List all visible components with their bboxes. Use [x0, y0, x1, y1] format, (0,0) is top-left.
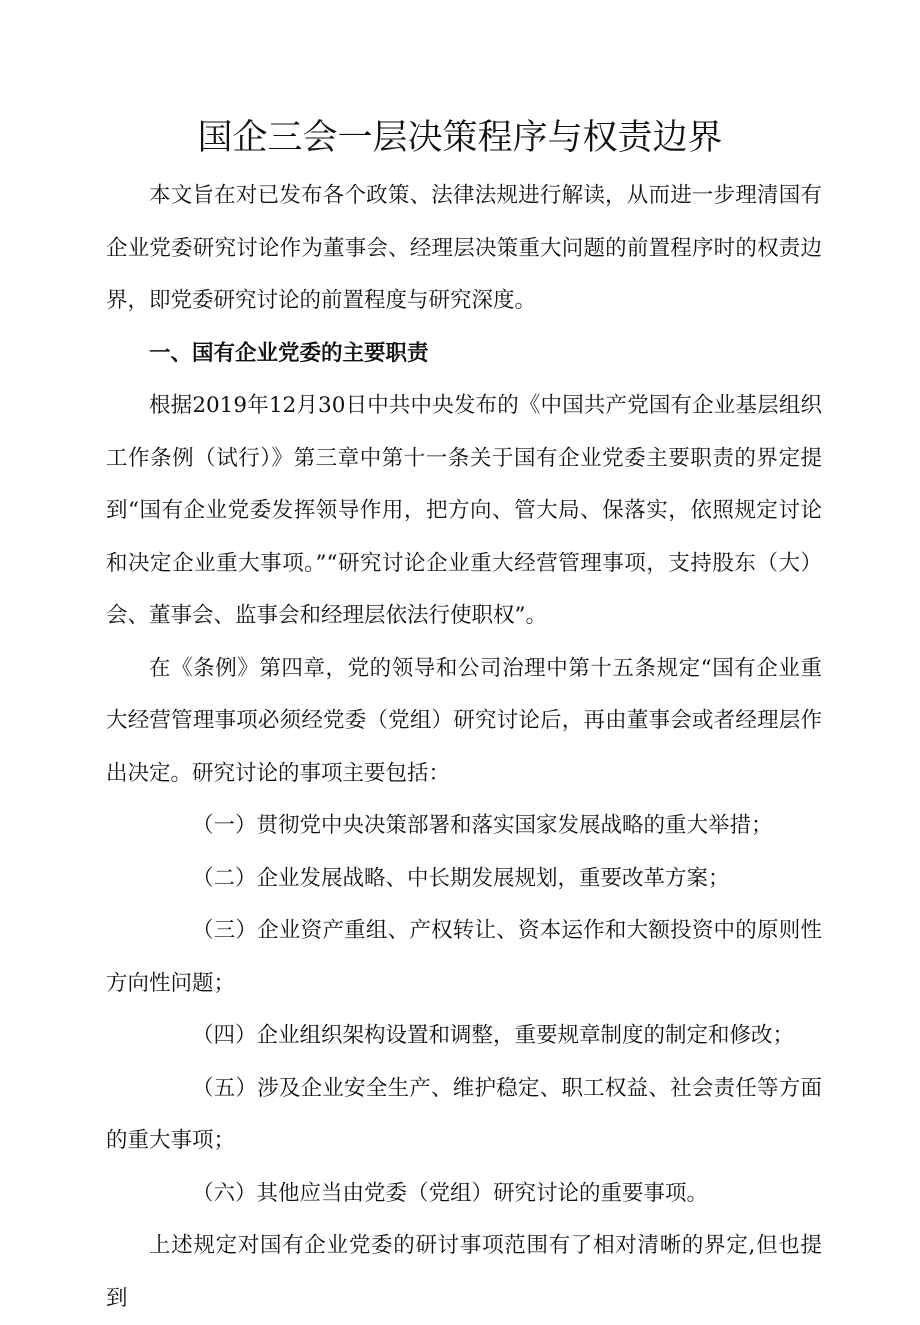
- list-item: （六）其他应当由党委（党组）研究讨论的重要事项。: [192, 1180, 709, 1206]
- paragraph-article-15: 在《条例》第四章，党的领导和公司治理中第十五条规定“国有企业重大经营管理事项必须经党委（党组）研究讨论后，再由董事会或者经理层作出决定。研究讨论的事项主要包括：: [106, 655, 822, 786]
- list-item: （二）企业发展战略、中长期发展规划，重要改革方案；: [192, 865, 730, 891]
- document-title: 国企三会一层决策程序与权责边界: [197, 118, 723, 158]
- list-item: （五）涉及企业安全生产、维护稳定、职工权益、社会责任等方面的重大事项；: [106, 1075, 822, 1153]
- list-item: （一）贯彻党中央决策部署和落实国家发展战略的重大举措；: [192, 813, 773, 838]
- paragraph-regulation: 根据2019年12月30日中共中央发布的《中国共产党国有企业基层组织工作条例（试行）》第三章中第十一条关于国有企业党委主要职责的界定提到“国有企业党委发挥领导作用，把方向、管大局、保落实，依照规定讨论和决定企业重大事项。”“研究讨论企业重大经营管理事项，支持股东（大）会、董事会、监事会和经理层依法行使职权”。: [106, 393, 822, 628]
- list-item: （四）企业组织架构设置和调整，重要规章制度的制定和修改；: [192, 1023, 795, 1048]
- intro-paragraph: 本文旨在对已发布各个政策、法律法规进行解读，从而进一步理清国有企业党委研究讨论作为董事会、经理层决策重大问题的前置程序时的权责边界，即党委研究讨论的前置程度与研究深度。: [106, 183, 822, 313]
- document-body: [106, 170, 822, 1325]
- list-item: （三）企业资产重组、产权转让、资本运作和大额投资中的原则性方向性问题；: [106, 918, 822, 996]
- section-heading: 一、国有企业党委的主要职责: [149, 340, 429, 366]
- paragraph-summary: 上述规定对国有企业党委的研讨事项范围有了相对清晰的界定,但也提到: [106, 1233, 822, 1311]
